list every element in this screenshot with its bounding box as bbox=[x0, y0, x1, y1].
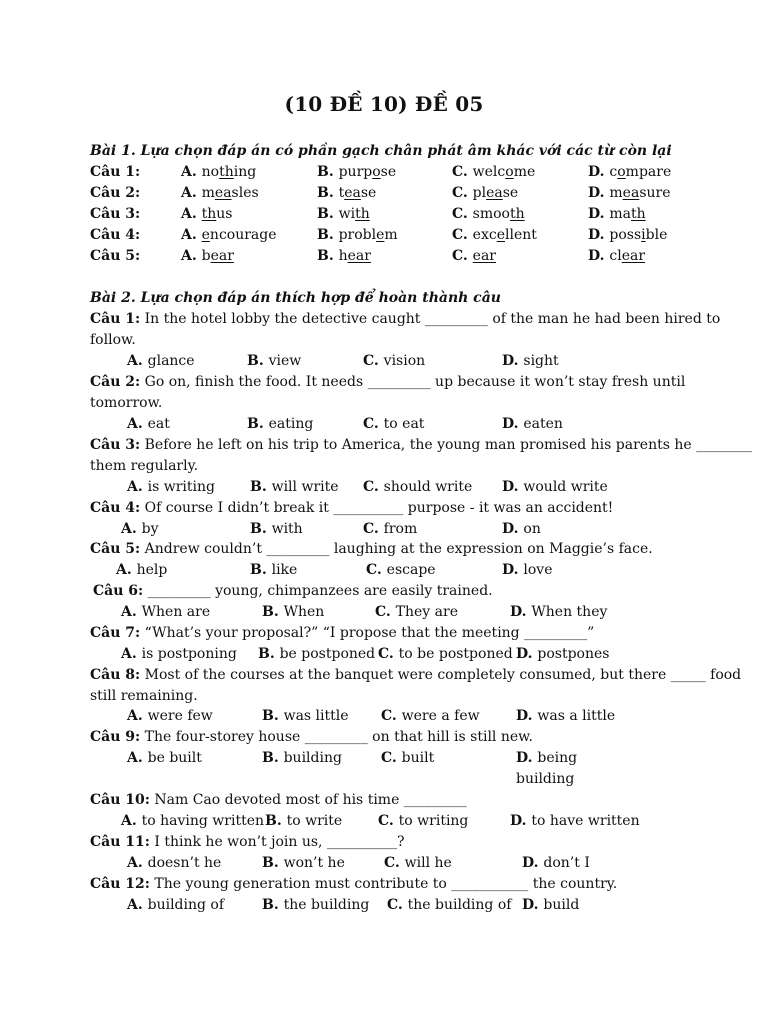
answer-option bbox=[247, 415, 313, 434]
option-text: When bbox=[283, 604, 325, 620]
question-stem bbox=[90, 499, 613, 518]
section-heading-bai1 bbox=[90, 142, 672, 161]
answer-option bbox=[127, 854, 221, 873]
answer-option bbox=[317, 184, 376, 203]
question-stem-continued bbox=[90, 394, 162, 413]
word-part: welc bbox=[472, 164, 506, 180]
answer-option bbox=[502, 561, 553, 580]
option-key: A. bbox=[181, 164, 202, 180]
underlined-sound: ea bbox=[622, 185, 640, 201]
option-key: D. bbox=[516, 750, 538, 766]
option-key: C. bbox=[452, 227, 473, 243]
option-key: B. bbox=[250, 479, 272, 495]
answer-option bbox=[381, 707, 480, 726]
option-key: A. bbox=[127, 479, 148, 495]
word-part: me bbox=[513, 164, 536, 180]
answer-option bbox=[265, 812, 342, 831]
question-stem bbox=[90, 436, 752, 455]
option-key: C. bbox=[363, 479, 384, 495]
question-label bbox=[90, 205, 140, 224]
answer-option bbox=[387, 896, 511, 915]
option-text: the building of bbox=[407, 897, 512, 913]
option-key: D. bbox=[510, 604, 532, 620]
answer-option-continued bbox=[516, 770, 574, 789]
option-key: A. bbox=[127, 855, 148, 871]
option-key: A. bbox=[121, 813, 142, 829]
option-text: They are bbox=[395, 604, 458, 620]
option-text: eat bbox=[147, 416, 170, 432]
option-key: B. bbox=[317, 248, 339, 264]
option-key: A. bbox=[127, 750, 148, 766]
section-heading-text: Bài 1. Lựa chọn đáp án có phần gạch chân phát âm khác với các từ còn lại bbox=[90, 143, 672, 159]
option-text: was little bbox=[283, 708, 349, 724]
answer-option bbox=[502, 520, 541, 539]
answer-option bbox=[127, 749, 202, 768]
option-key: D. bbox=[502, 479, 524, 495]
question-label bbox=[90, 226, 140, 245]
underlined-sound: ea bbox=[486, 185, 503, 201]
answer-option bbox=[181, 163, 256, 182]
word-part: ma bbox=[609, 206, 632, 222]
answer-option bbox=[502, 415, 563, 434]
option-key: A. bbox=[181, 248, 202, 264]
question-number: Câu 4: bbox=[90, 500, 141, 516]
underlined-sound: ea bbox=[214, 185, 232, 201]
word-part: m bbox=[201, 185, 215, 201]
answer-option bbox=[121, 603, 210, 622]
word-part: mpare bbox=[625, 164, 672, 180]
option-key: B. bbox=[247, 416, 269, 432]
option-key: B. bbox=[262, 708, 284, 724]
word-part: c bbox=[609, 164, 618, 180]
option-key: D. bbox=[502, 562, 524, 578]
option-key: B. bbox=[317, 164, 339, 180]
option-key: B. bbox=[262, 604, 284, 620]
word-part: ble bbox=[645, 227, 668, 243]
option-text: from bbox=[383, 521, 418, 537]
word-part: sure bbox=[639, 185, 671, 201]
question-number: Câu 8: bbox=[90, 667, 141, 683]
option-key: A. bbox=[116, 562, 137, 578]
question-number: Câu 7: bbox=[90, 625, 141, 641]
answer-option bbox=[181, 226, 277, 245]
word-part: purp bbox=[338, 164, 373, 180]
underlined-sound: th bbox=[509, 206, 525, 222]
answer-option bbox=[516, 645, 609, 664]
question-text: I think he won’t join us, __________? bbox=[149, 834, 405, 850]
option-text: When they bbox=[531, 604, 608, 620]
word-part: m bbox=[609, 185, 623, 201]
question-text: Of course I didn’t break it __________ purpose - it was an accident! bbox=[140, 500, 614, 516]
option-text: escape bbox=[386, 562, 436, 578]
word-part: wi bbox=[338, 206, 356, 222]
word-part: m bbox=[384, 227, 398, 243]
option-text: to having written bbox=[141, 813, 265, 829]
answer-option bbox=[317, 226, 398, 245]
option-text: to write bbox=[286, 813, 343, 829]
word-part: se bbox=[380, 164, 397, 180]
question-stem-continued bbox=[90, 687, 198, 706]
question-stem bbox=[90, 833, 404, 852]
option-key: B. bbox=[317, 185, 339, 201]
option-key: C. bbox=[452, 185, 473, 201]
option-key: A. bbox=[181, 227, 202, 243]
option-key: C. bbox=[381, 708, 402, 724]
option-text: will write bbox=[271, 479, 339, 495]
word-part: sles bbox=[231, 185, 259, 201]
answer-option bbox=[127, 352, 195, 371]
option-key: D. bbox=[588, 185, 610, 201]
section-heading-bai2 bbox=[90, 289, 501, 308]
option-text: sight bbox=[523, 353, 559, 369]
word-part: cl bbox=[609, 248, 622, 264]
option-text: will he bbox=[404, 855, 452, 871]
option-key: D. bbox=[502, 416, 524, 432]
option-key: C. bbox=[387, 897, 408, 913]
underlined-sound: o bbox=[505, 164, 514, 180]
question-text: “What’s your proposal?” “I propose that the meeting _________” bbox=[140, 625, 595, 641]
question-text: The four-storey house _________ on that hill is still new. bbox=[140, 729, 533, 745]
answer-option bbox=[262, 707, 349, 726]
answer-option bbox=[366, 561, 436, 580]
option-text: were a few bbox=[401, 708, 480, 724]
word-part: llent bbox=[504, 227, 537, 243]
question-stem bbox=[90, 875, 617, 894]
question-number: Câu 1: bbox=[90, 164, 141, 180]
word-part: probl bbox=[338, 227, 377, 243]
answer-option bbox=[262, 896, 369, 915]
answer-option bbox=[181, 184, 259, 203]
question-stem bbox=[90, 310, 720, 329]
option-key: C. bbox=[384, 855, 405, 871]
question-number: Câu 5: bbox=[90, 541, 141, 557]
word-part: se bbox=[360, 185, 377, 201]
answer-option bbox=[250, 478, 339, 497]
question-number: Câu 3: bbox=[90, 206, 141, 222]
question-text: The young generation must contribute to ___________ the country. bbox=[149, 876, 618, 892]
option-text: like bbox=[271, 562, 298, 578]
option-text: don’t I bbox=[543, 855, 590, 871]
answer-option bbox=[262, 603, 324, 622]
option-text: building bbox=[283, 750, 342, 766]
answer-option bbox=[452, 226, 537, 245]
question-stem bbox=[90, 791, 467, 810]
option-text: to be postponed bbox=[398, 646, 513, 662]
answer-option bbox=[588, 226, 667, 245]
word-part: us bbox=[216, 206, 233, 222]
question-number: Câu 3: bbox=[90, 437, 141, 453]
answer-option bbox=[127, 415, 170, 434]
answer-option bbox=[121, 812, 264, 831]
answer-option bbox=[181, 205, 232, 224]
section-heading-text: Bài 2. Lựa chọn đáp án thích hợp để hoàn thành câu bbox=[90, 290, 501, 306]
option-key: C. bbox=[452, 248, 473, 264]
option-key: D. bbox=[502, 353, 524, 369]
option-text: would write bbox=[523, 479, 608, 495]
option-key: A. bbox=[127, 897, 148, 913]
answer-option bbox=[375, 603, 458, 622]
option-key: C. bbox=[363, 353, 384, 369]
option-text: postpones bbox=[537, 646, 610, 662]
option-key: B. bbox=[317, 227, 339, 243]
underlined-sound: th bbox=[201, 206, 217, 222]
option-key: D. bbox=[510, 813, 532, 829]
word-part: exc bbox=[472, 227, 497, 243]
option-text: building of bbox=[147, 897, 225, 913]
question-stem-continued bbox=[90, 457, 198, 476]
option-key: A. bbox=[181, 206, 202, 222]
answer-option bbox=[127, 896, 224, 915]
answer-option bbox=[452, 205, 525, 224]
answer-option bbox=[516, 749, 577, 768]
answer-option bbox=[588, 247, 645, 266]
option-text: love bbox=[523, 562, 553, 578]
option-text: to eat bbox=[383, 416, 425, 432]
option-key: D. bbox=[522, 855, 544, 871]
option-key: A. bbox=[127, 416, 148, 432]
question-stem bbox=[90, 373, 685, 392]
question-number: Câu 10: bbox=[90, 792, 150, 808]
word-part: no bbox=[201, 164, 220, 180]
question-number: Câu 11: bbox=[90, 834, 150, 850]
option-key: B. bbox=[258, 646, 280, 662]
option-text: is writing bbox=[147, 479, 215, 495]
question-text: follow. bbox=[90, 332, 136, 348]
option-text: with bbox=[271, 521, 303, 537]
underlined-sound: th bbox=[219, 164, 234, 180]
answer-option bbox=[452, 163, 535, 182]
option-key: D. bbox=[588, 206, 610, 222]
option-key: B. bbox=[262, 855, 284, 871]
option-text: won’t he bbox=[283, 855, 345, 871]
option-text: help bbox=[136, 562, 168, 578]
answer-option bbox=[502, 478, 608, 497]
answer-option bbox=[317, 163, 396, 182]
option-text: vision bbox=[383, 353, 426, 369]
question-text: Nam Cao devoted most of his time _________ bbox=[149, 792, 467, 808]
page-title: (10 ĐỀ 10) ĐỀ 05 bbox=[284, 92, 484, 116]
word-part: ncourage bbox=[209, 227, 277, 243]
answer-option bbox=[452, 184, 518, 203]
underlined-sound: ear bbox=[210, 248, 234, 264]
option-key: B. bbox=[262, 897, 284, 913]
option-text: built bbox=[401, 750, 435, 766]
word-part: t bbox=[338, 185, 345, 201]
question-text: _________ young, chimpanzees are easily trained. bbox=[143, 583, 493, 599]
option-key: B. bbox=[317, 206, 339, 222]
option-text: view bbox=[268, 353, 302, 369]
question-label bbox=[90, 163, 140, 182]
answer-option bbox=[317, 247, 371, 266]
answer-option bbox=[378, 645, 513, 664]
word-part: se bbox=[502, 185, 519, 201]
option-key: A. bbox=[127, 708, 148, 724]
option-text: were few bbox=[147, 708, 213, 724]
question-text: In the hotel lobby the detective caught _________ of the man he had been hired to bbox=[140, 311, 721, 327]
question-number: Câu 2: bbox=[90, 374, 141, 390]
option-text: building bbox=[516, 771, 575, 787]
option-key: A. bbox=[121, 521, 142, 537]
answer-option bbox=[317, 205, 370, 224]
underlined-sound: th bbox=[355, 206, 370, 222]
option-key: A. bbox=[121, 604, 142, 620]
option-key: A. bbox=[181, 185, 202, 201]
question-label bbox=[90, 184, 140, 203]
question-number: Câu 5: bbox=[90, 248, 141, 264]
answer-option bbox=[502, 352, 559, 371]
underlined-sound: ea bbox=[344, 185, 361, 201]
option-key: A. bbox=[127, 353, 148, 369]
option-text: eating bbox=[268, 416, 314, 432]
underlined-sound: e bbox=[496, 227, 505, 243]
option-key: C. bbox=[378, 813, 399, 829]
answer-option bbox=[381, 749, 434, 768]
option-text: by bbox=[141, 521, 159, 537]
answer-option bbox=[588, 163, 671, 182]
option-text: is postponing bbox=[141, 646, 237, 662]
underlined-sound: ear bbox=[472, 248, 496, 264]
underlined-sound: th bbox=[631, 206, 646, 222]
option-text: be postponed bbox=[279, 646, 376, 662]
option-key: B. bbox=[247, 353, 269, 369]
option-key: D. bbox=[588, 227, 610, 243]
answer-option bbox=[127, 478, 215, 497]
answer-option bbox=[522, 896, 579, 915]
underlined-sound: o bbox=[617, 164, 626, 180]
option-text: glance bbox=[147, 353, 195, 369]
question-text: Before he left on his trip to America, the young man promised his parents he ________ bbox=[140, 437, 753, 453]
option-key: C. bbox=[375, 604, 396, 620]
answer-option bbox=[384, 854, 452, 873]
option-text: When are bbox=[141, 604, 211, 620]
option-key: C. bbox=[363, 521, 384, 537]
question-stem-continued bbox=[90, 331, 136, 350]
answer-option bbox=[250, 561, 297, 580]
word-part: pl bbox=[472, 185, 487, 201]
answer-option bbox=[378, 812, 468, 831]
answer-option bbox=[516, 707, 615, 726]
answer-option bbox=[258, 645, 375, 664]
option-key: D. bbox=[516, 708, 538, 724]
option-text: the building bbox=[283, 897, 370, 913]
underlined-sound: e bbox=[201, 227, 210, 243]
word-part: ing bbox=[233, 164, 257, 180]
option-text: to writing bbox=[398, 813, 469, 829]
word-part: poss bbox=[609, 227, 642, 243]
answer-option bbox=[452, 247, 496, 266]
answer-option bbox=[363, 352, 425, 371]
answer-option bbox=[247, 352, 301, 371]
question-number: Câu 4: bbox=[90, 227, 141, 243]
option-key: C. bbox=[366, 562, 387, 578]
option-text: was a little bbox=[537, 708, 616, 724]
option-key: D. bbox=[502, 521, 524, 537]
option-key: B. bbox=[262, 750, 284, 766]
answer-option bbox=[510, 812, 640, 831]
question-number: Câu 12: bbox=[90, 876, 150, 892]
underlined-sound: i bbox=[641, 227, 646, 243]
option-key: D. bbox=[588, 248, 610, 264]
option-key: D. bbox=[522, 897, 544, 913]
underlined-sound: ear bbox=[621, 248, 646, 264]
option-text: doesn’t he bbox=[147, 855, 222, 871]
option-key: D. bbox=[516, 646, 538, 662]
option-text: be built bbox=[147, 750, 202, 766]
option-key: C. bbox=[452, 206, 473, 222]
option-text: to have written bbox=[531, 813, 640, 829]
answer-option bbox=[121, 645, 237, 664]
option-text: eaten bbox=[523, 416, 563, 432]
option-key: C. bbox=[452, 164, 473, 180]
question-stem bbox=[93, 582, 493, 601]
question-text: Go on, finish the food. It needs _________ up because it won’t stay fresh until bbox=[140, 374, 686, 390]
question-text: still remaining. bbox=[90, 688, 198, 704]
option-key: C. bbox=[381, 750, 402, 766]
option-text: being bbox=[537, 750, 578, 766]
answer-option bbox=[510, 603, 607, 622]
answer-option bbox=[363, 520, 417, 539]
answer-option bbox=[588, 184, 671, 203]
underlined-sound: e bbox=[376, 227, 385, 243]
word-part: h bbox=[338, 248, 348, 264]
answer-option bbox=[363, 415, 424, 434]
word-part: b bbox=[201, 248, 211, 264]
underlined-sound: o bbox=[372, 164, 381, 180]
option-key: A. bbox=[121, 646, 142, 662]
question-number: Câu 2: bbox=[90, 185, 141, 201]
answer-option bbox=[588, 205, 646, 224]
answer-option bbox=[127, 707, 213, 726]
word-part: smoo bbox=[472, 206, 510, 222]
question-number: Câu 9: bbox=[90, 729, 141, 745]
question-stem bbox=[90, 728, 533, 747]
option-key: C. bbox=[378, 646, 399, 662]
option-text: should write bbox=[383, 479, 473, 495]
answer-option bbox=[262, 854, 345, 873]
question-label bbox=[90, 247, 140, 266]
option-key: B. bbox=[250, 562, 272, 578]
answer-option bbox=[262, 749, 342, 768]
answer-option bbox=[250, 520, 303, 539]
answer-option bbox=[181, 247, 234, 266]
option-key: D. bbox=[588, 164, 610, 180]
option-key: C. bbox=[363, 416, 384, 432]
option-text: on bbox=[523, 521, 541, 537]
question-stem bbox=[90, 666, 741, 685]
question-text: Most of the courses at the banquet were completely consumed, but there _____ food bbox=[140, 667, 742, 683]
answer-option bbox=[116, 561, 167, 580]
answer-option bbox=[522, 854, 590, 873]
question-number: Câu 1: bbox=[90, 311, 141, 327]
option-key: B. bbox=[250, 521, 272, 537]
question-text: tomorrow. bbox=[90, 395, 163, 411]
question-number: Câu 6: bbox=[93, 583, 144, 599]
option-key: B. bbox=[265, 813, 287, 829]
question-stem bbox=[90, 624, 594, 643]
answer-option bbox=[363, 478, 472, 497]
answer-option bbox=[121, 520, 159, 539]
underlined-sound: ear bbox=[347, 248, 371, 264]
question-stem bbox=[90, 540, 653, 559]
question-text: Andrew couldn’t _________ laughing at the expression on Maggie’s face. bbox=[140, 541, 653, 557]
question-text: them regularly. bbox=[90, 458, 199, 474]
option-text: build bbox=[543, 897, 580, 913]
